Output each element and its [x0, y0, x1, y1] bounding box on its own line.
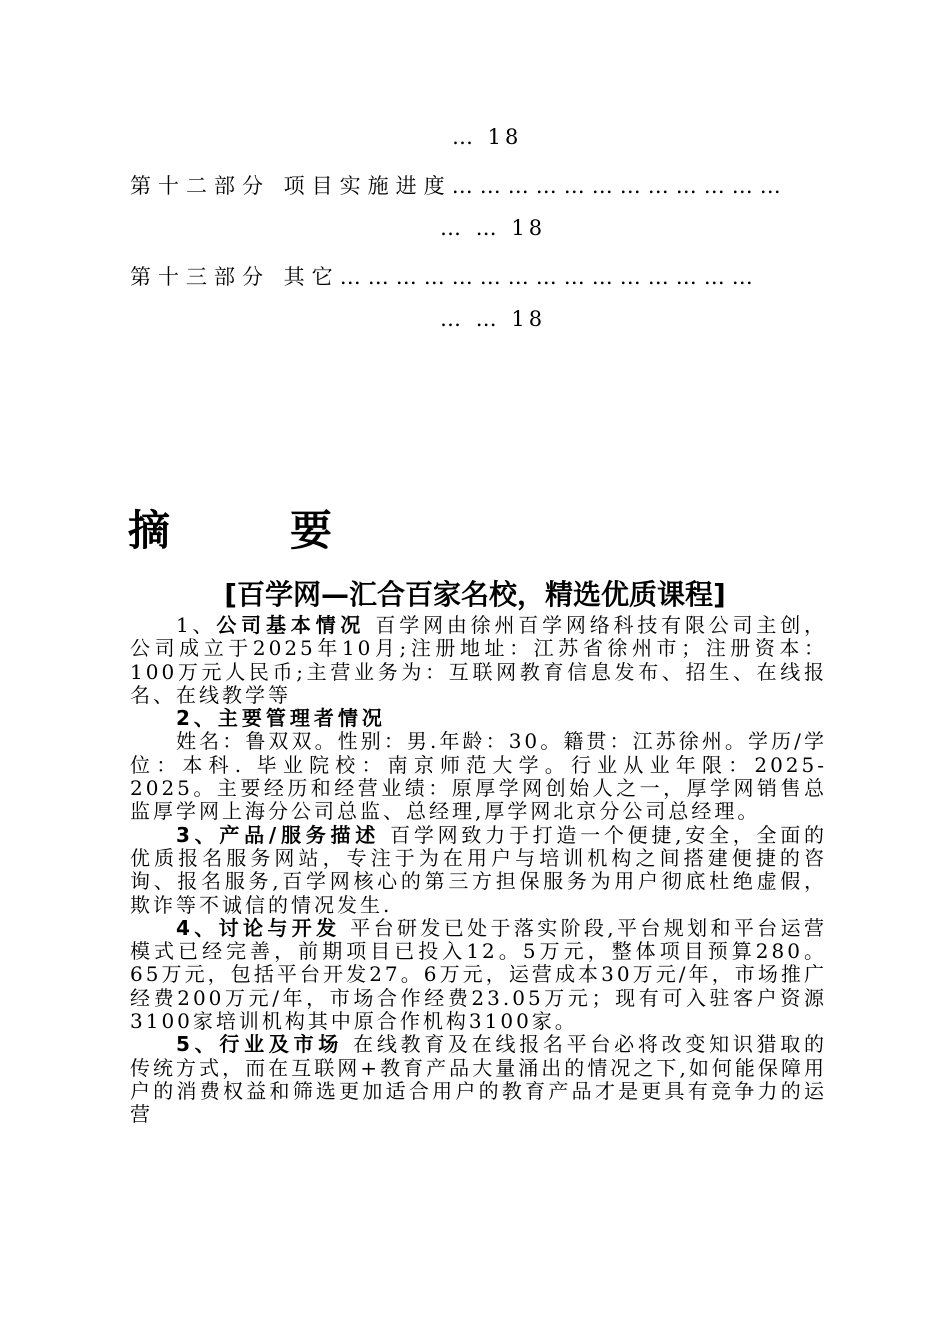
- section-title: 产品/服务描述: [219, 822, 380, 847]
- summary-body: [130, 614, 827, 1127]
- toc-entry-page: … … 18: [440, 216, 547, 240]
- toc-entry-label: 第十三部分 其它: [130, 265, 340, 289]
- section-product-service: [130, 824, 827, 917]
- toc-entry-page: … … 18: [440, 307, 547, 331]
- toc-leader-dots: ………………………………: [451, 174, 788, 198]
- summary-heading: [128, 498, 332, 558]
- section-title: 讨论与开发: [218, 915, 341, 940]
- summary-subtitle: [百学网—汇合百家名校，精选优质课程]: [224, 578, 726, 611]
- toc-entry-part-12[interactable]: [130, 170, 830, 200]
- toc-leader-dots: ………………………………………: [339, 265, 760, 289]
- section-title: 行业及市场: [219, 1032, 344, 1057]
- section-industry-market: [130, 1033, 827, 1126]
- section-number: 1、: [176, 613, 217, 637]
- section-title: 公司基本情况: [216, 613, 366, 637]
- section-text: 姓名：鲁双双。性别：男.年龄：30。籍贯：江苏徐州。学历/学位：本科. 毕业院校：南京师范大学。行业从业年限：2025-2025。主要经历和经营业绩：原厚学网创始人之一，厚学网销售总监厚学网上海分公司总监、总经理,厚学网北京分公司总经理。: [130, 729, 827, 824]
- section-title: 主要管理者情况: [217, 706, 386, 731]
- section-number: 2、: [176, 706, 218, 731]
- section-text: 在线教育及在线报名平台必将改变知识猎取的传统方式，而在互联网+教育产品大量涌出的情况之下,如何能保障用户的消费权益和筛选更加适合用户的教育产品才是更具有竞争力的运营: [130, 1032, 828, 1127]
- section-text: 百学网由徐州百学网络科技有限公司主创，公司成立于2025年10月;注册地址：江苏省徐州市；注册资本：100万元人民币;主营业务为：互联网教育信息发布、招生、在线报名、在线教学等: [130, 613, 828, 707]
- section-number: 3、: [176, 822, 220, 847]
- section-text: 百学网致力于打造一个便捷,安全，全面的优质报名服务网站，专注于为在用户与培训机构之间搭建便捷的咨询、报名服务,百学网核心的第三方担保服务为用户彻底杜绝虚假，欺诈等不诚信的情况发生.: [130, 822, 827, 917]
- section-company-info: [130, 614, 827, 707]
- toc-entry-label: 第十二部分 项目实施进度: [130, 174, 452, 198]
- toc-page-carryover: … 18: [452, 125, 523, 149]
- toc-entry-part-13[interactable]: [130, 261, 830, 291]
- heading-char-right: 要: [290, 506, 333, 555]
- section-number: 4、: [176, 915, 219, 940]
- section-management-details: [130, 730, 827, 823]
- section-number: 5、: [176, 1032, 220, 1057]
- section-text: 平台研发已处于落实阶段,平台规划和平台运营模式已经完善，前期项目已投入12。5万元，整体项目预算280。65万元，包括平台开发27。6万元，运营成本30万元/年，市场推广经费200万元/年，市场合作经费23.05万元；现有可入驻客户资源3100家培训机构其中原合作机构3100家。: [130, 915, 827, 1034]
- heading-char-left: 摘: [128, 506, 171, 555]
- section-management: [130, 707, 827, 730]
- section-development: [130, 917, 827, 1033]
